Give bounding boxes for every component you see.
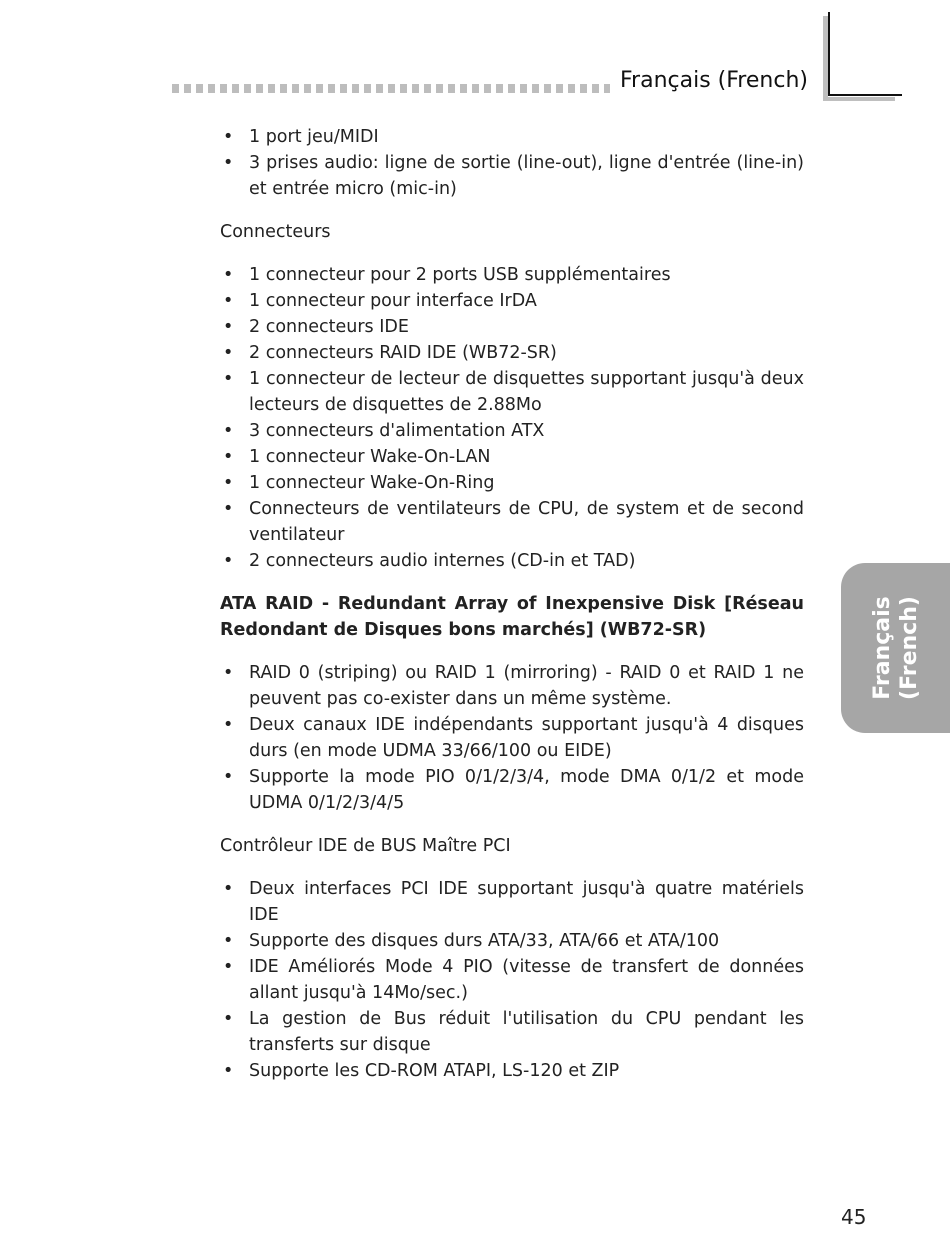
list-item: • 3 connecteurs d'alimentation ATX xyxy=(223,421,545,441)
list-item: • 1 connecteur pour 2 ports USB supplémentaires xyxy=(223,265,671,285)
list-item: • 2 connecteurs audio internes (CD-in et TAD) xyxy=(223,551,636,571)
bullet-list-pci-ide xyxy=(220,876,804,1084)
header-dotted-rule xyxy=(172,84,610,93)
list-item: • IDE Améliorés Mode 4 PIO (vitesse de transfert de données allant jusqu'à 14Mo/sec.) xyxy=(223,957,804,1003)
language-side-tab xyxy=(841,563,950,733)
side-tab-label: Français (French) xyxy=(869,596,922,700)
list-item: • 2 connecteurs RAID IDE (WB72-SR) xyxy=(223,343,557,363)
corner-mark-horizontal xyxy=(828,94,902,96)
header-title: Français (French) xyxy=(620,68,808,93)
section-heading-connecteurs: Connecteurs xyxy=(220,222,331,242)
bullet-list-ata-raid xyxy=(220,660,804,816)
list-item: • La gestion de Bus réduit l'utilisation du CPU pendant les transferts sur disque xyxy=(223,1009,804,1055)
page-number: 45 xyxy=(841,1205,867,1229)
bullet-list-audio-ports xyxy=(220,124,804,202)
list-item: • 2 connecteurs IDE xyxy=(223,317,409,337)
list-item: • Deux canaux IDE indépendants supportant jusqu'à 4 disques durs (en mode UDMA 33/66/100 ou EIDE) xyxy=(223,715,804,761)
corner-mark-shadow-horizontal xyxy=(823,97,895,101)
list-item: • 1 connecteur Wake-On-Ring xyxy=(223,473,495,493)
list-item: • Supporte des disques durs ATA/33, ATA/66 et ATA/100 xyxy=(223,931,720,951)
page-body xyxy=(220,124,804,1084)
list-item: • 3 prises audio: ligne de sortie (line-out), ligne d'entrée (line-in) et entrée micro (mic-in) xyxy=(223,153,804,199)
list-item: • Supporte la mode PIO 0/1/2/3/4, mode DMA 0/1/2 et mode UDMA 0/1/2/3/4/5 xyxy=(223,767,804,813)
bullet-list-connecteurs xyxy=(220,262,804,574)
list-item: • 1 connecteur pour interface IrDA xyxy=(223,291,537,311)
section-heading-ata-raid: ATA RAID - Redundant Array of Inexpensive Disk [Réseau Redondant de Disques bons marchés] (WB72-SR) xyxy=(220,594,804,640)
list-item: • RAID 0 (striping) ou RAID 1 (mirroring) - RAID 0 et RAID 1 ne peuvent pas co-exister dans un même système. xyxy=(223,663,804,709)
corner-mark-vertical xyxy=(828,12,830,96)
list-item: • 1 port jeu/MIDI xyxy=(223,127,379,147)
list-item: • 1 connecteur Wake-On-LAN xyxy=(223,447,491,467)
list-item: • Connecteurs de ventilateurs de CPU, de system et de second ventilateur xyxy=(223,499,804,545)
section-heading-pci-ide: Contrôleur IDE de BUS Maître PCI xyxy=(220,836,511,856)
list-item: • Deux interfaces PCI IDE supportant jusqu'à quatre matériels IDE xyxy=(223,879,804,925)
list-item: • Supporte les CD-ROM ATAPI, LS-120 et ZIP xyxy=(223,1061,620,1081)
list-item: • 1 connecteur de lecteur de disquettes supportant jusqu'à deux lecteurs de disquettes de 2.88Mo xyxy=(223,369,804,415)
